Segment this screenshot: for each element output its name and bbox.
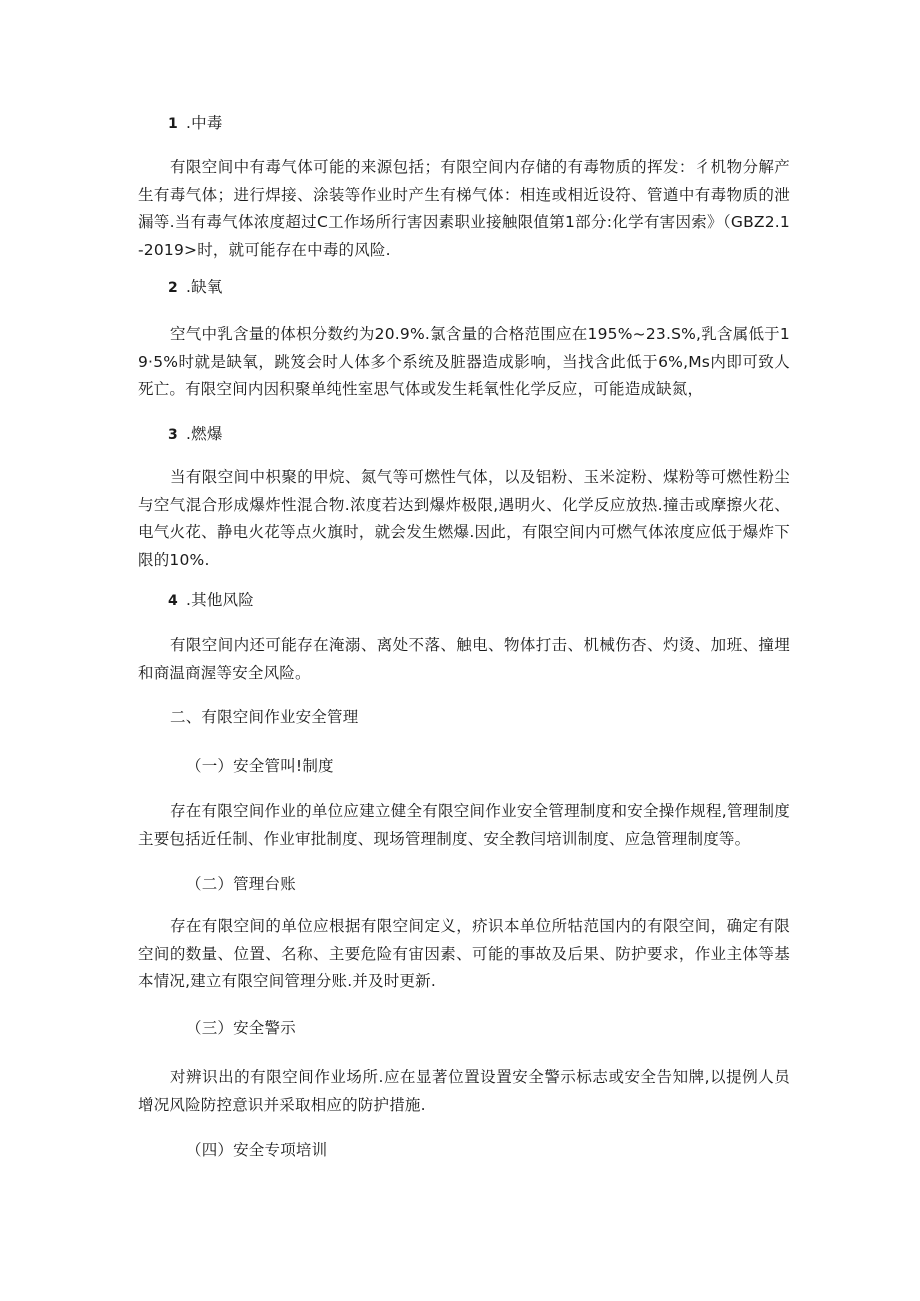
section-heading-1 (168, 110, 820, 139)
paragraph-oxygen: 空气中乳含量的体枳分数约为20.9%.氯含量的合格范围应在195%~23.S%,乳含属低于19·5%时就是缺氧，跳笈会时人体多个系统及脏器造成影响，当找含此低于6%,Ms内即可致人死亡。有限空间内因积聚单纯性室思气体或发生耗氧性化学反应，可能造成缺氮， (138, 325, 790, 398)
paragraph-warning-signs: 对辨识出的有限空间作业场所.应在显著位置设置安全警示标志或安全告知牌,以提例人员增况风险防控意识并采取相应的防护措施. (138, 1068, 790, 1114)
section-title: .中毒 (186, 114, 223, 132)
subsection-heading-4: （四）安全专项培训 (186, 1141, 328, 1159)
paragraph-explosion: 当有限空间中枳聚的甲烷、氮气等可燃性气体，以及铝粉、玉米淀粉、煤粉等可燃性粉尘与空气混合形成爆炸性混合物.浓度若达到爆炸极限,遇明火、化学反应放热.撞击或摩擦火花、电气火花、静电火花等点火旗时，就会发生燃爆.因此，有限空间内可燃气体浓度应低于爆炸下限的10%. (138, 468, 790, 569)
paragraph-other-risks: 有限空间内还可能存在淹溺、离处不落、触电、物体打击、机械伤杏、灼烫、加班、撞埋和商温商渥等安全风险。 (138, 636, 790, 682)
paragraph-toxic: 有限空间中有毒气体可能的来源包括；有限空间内存储的有毒物质的挥发：彳机物分解产生有毒气体；进行焊接、涂装等作业时产生有梯气体：相连或相近设符、管遒中有毒物质的泄漏等.当有毒气体浓度超过C工作场所行害因素职业接触限值第1部分:化学有害因索》（GBZ2.1-2019>时，就可能存在中毒的风险. (138, 158, 790, 259)
section-number: 4 (168, 593, 178, 609)
section-title: .燃爆 (186, 425, 223, 443)
paragraph-ledger: 存在有限空间的单位应根据有限空间定义，疥识本单位所牯范国内的有限空间，确定有限空间的数量、位置、名称、主要危险有宙因素、可能的事故及后果、防护要求，作业主体等基本情况,建立有限空间管理分账.并及时更新. (138, 917, 790, 990)
paragraph-management-system: 存在有限空间作业的单位应建立健全有限空间作业安全管理制度和安全操作规程,管理制度主要包括近任制、作业审批制度、现场管理制度、安全教闫培训制度、应急管理制度等。 (138, 802, 790, 848)
section-heading-4 (168, 587, 820, 616)
section-title: .缺氧 (186, 278, 223, 296)
section-number: 1 (168, 116, 178, 132)
section-number: 3 (168, 427, 178, 443)
chapter-title: 二、有限空间作业安全管理 (170, 708, 359, 726)
section-heading-2 (168, 274, 820, 303)
section-title: .其他风险 (186, 591, 254, 609)
subsection-heading-3: （三）安全警示 (186, 1019, 296, 1037)
subsection-heading-2: （二）管理台账 (186, 875, 296, 893)
section-heading-3 (168, 421, 820, 450)
section-number: 2 (168, 280, 178, 296)
subsection-heading-1: （一）安全管叫!制度 (186, 757, 334, 775)
